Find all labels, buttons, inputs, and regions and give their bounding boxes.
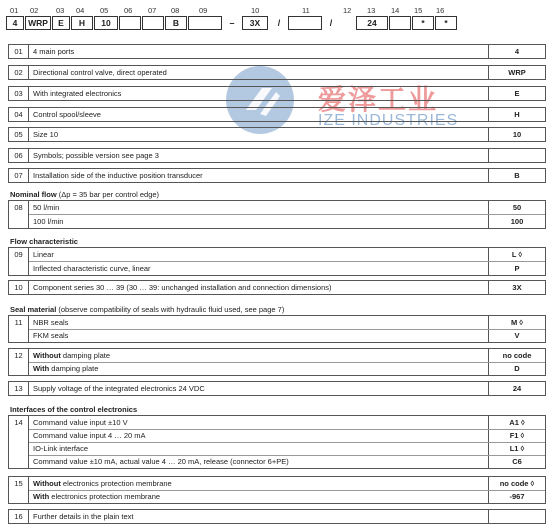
code-cell-03: E xyxy=(52,16,70,30)
table-row: 12 Without damping plate With damping plate no code D xyxy=(8,348,546,376)
pos-10: 10 xyxy=(251,6,260,15)
code-cell-04: H xyxy=(71,16,93,30)
table-row: 15 Without electronics protection membrane With electronics protection membrane no code ◊ -967 xyxy=(8,476,546,504)
position-numbers xyxy=(0,6,554,16)
code-cell-16: * xyxy=(435,16,457,30)
table-row: 16 Further details in the plain text xyxy=(8,509,546,524)
table-row: 05 Size 10 10 xyxy=(8,127,546,142)
section-heading-nominal-flow: Nominal flow (Δp = 35 bar per control edge) xyxy=(10,190,160,199)
pos-12: 12 xyxy=(343,6,352,15)
table-row: 07 Installation side of the inductive position transducer B xyxy=(8,168,546,183)
table-row: 02 Directional control valve, direct operated WRP xyxy=(8,65,546,80)
table-row: 11 NBR seals FKM seals M ◊ V xyxy=(8,315,546,343)
code-cell-11 xyxy=(288,16,322,30)
section-heading-seal-material: Seal material (observe compatibility of seals with hydraulic fluid used, see page 7) xyxy=(10,305,285,314)
watermark-text-cn: 爱泽工业 xyxy=(318,84,439,115)
table-row: 10 Component series 30 … 39 (30 … 39: unchanged installation and connection dimensions) 3X xyxy=(8,280,546,295)
pos-02: 02 xyxy=(30,6,39,15)
code-cell-07 xyxy=(142,16,164,30)
pos-09: 09 xyxy=(199,6,208,15)
table-row: 09 Linear Inflected characteristic curve, linear L ◊ P xyxy=(8,247,546,276)
pos-14: 14 xyxy=(391,6,400,15)
table-row: 14 Command value input ±10 V Command value input 4 … 20 mA IO-Link interface Command value ±10 mA, actual value 4 … 20 mA, release (connector 6+PE) A1 ◊ F1 ◊ L1 ◊ C6 xyxy=(8,415,546,469)
code-cell-01: 4 xyxy=(6,16,24,30)
code-dash: – xyxy=(229,18,235,28)
table-row: 04 Control spool/sleeve H xyxy=(8,107,546,122)
pos-16: 16 xyxy=(436,6,445,15)
pos-07: 07 xyxy=(148,6,157,15)
pos-03: 03 xyxy=(56,6,65,15)
section-heading-interfaces: Interfaces of the control electronics xyxy=(10,405,138,414)
code-cell-05: 10 xyxy=(94,16,118,30)
code-cell-02: WRP xyxy=(25,16,51,30)
code-slash-2: / xyxy=(329,18,333,28)
code-cell-10: 3X xyxy=(242,16,268,30)
pos-06: 06 xyxy=(124,6,133,15)
table-row: 01 4 main ports 4 xyxy=(8,44,546,59)
pos-01: 01 xyxy=(10,6,19,15)
code-cell-08: B xyxy=(165,16,187,30)
section-heading-flow-characteristic: Flow characteristic xyxy=(10,237,78,246)
code-cell-13: 24 xyxy=(356,16,388,30)
code-cell-06 xyxy=(119,16,141,30)
table-row: 13 Supply voltage of the integrated electronics 24 VDC 24 xyxy=(8,381,546,396)
table-row: 06 Symbols; possible version see page 3 xyxy=(8,148,546,163)
pos-05: 05 xyxy=(100,6,109,15)
code-cell-15: * xyxy=(412,16,434,30)
pos-13: 13 xyxy=(367,6,376,15)
table-row: 08 50 l/min 100 l/min 50 100 xyxy=(8,200,546,229)
pos-04: 04 xyxy=(76,6,85,15)
watermark-text-en: IZE INDUSTRIES xyxy=(318,112,459,129)
code-cell-14 xyxy=(389,16,411,30)
code-slash-1: / xyxy=(277,18,281,28)
pos-08: 08 xyxy=(171,6,180,15)
pos-11: 11 xyxy=(302,6,310,15)
pos-15: 15 xyxy=(414,6,423,15)
table-row: 03 With integrated electronics E xyxy=(8,86,546,101)
code-cell-09 xyxy=(188,16,222,30)
